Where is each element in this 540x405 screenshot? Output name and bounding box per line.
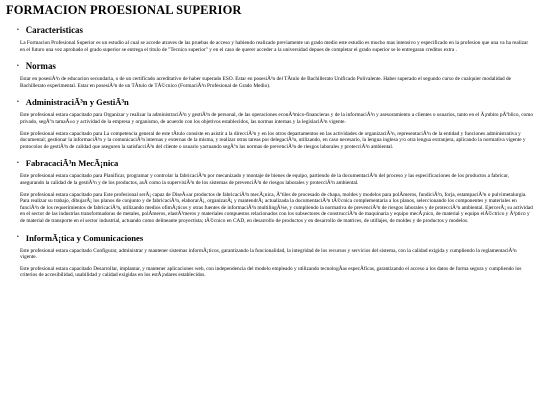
section-caracteristicas — [6, 25, 534, 53]
section-normas — [6, 61, 534, 89]
section-title: AdministraciÃ³n y GestiÃ³n — [25, 97, 129, 108]
section-paragraph: Este profesional estara capacitado para Este profesional serÃ¡ capaz de DiseÃ±ar productos de fabricaciÃ³n mecÃ¡nica, Ãºtiles de procesado de chapa, moldes y modelos para polÃmeros, fundiciÃ³n, forja, estampaciÃ³n o pulvimetalurgia. Para realizar su trabajo, dibujarÃ¡ los planos de conjunto y de fabricaciÃ³n, elaborarÃ¡, organizarÃ¡ y mantendrÃ¡ actualizada la documentaciÃ³n tÃ©cnica complementaria a los planos, seleccionando los componentes y materiales en funciÃ³n de los requerimientos de fabricaciÃ³n, utilizando medios ofimÃ¡ticos y otras fuentes de informaciÃ³n multilingÃ¼e, y cumpliendo la normativa de prevenciÃ³n de riesgos laborales y de protecciÃ³n ambiental. EjercerÃ¡ su actividad en el sector de las industrias transformadoras de metales, polÃmeros, elastÃ³meros y materiales compuestos relacionados con los subsectores de construcciÃ³n de maquinaria y equipo mecÃ¡nico, de material y equipo elÃ©ctrico y Ã³ptico y de material de transporte en el sector industrial, actuando como delineante proyectista; tÃ©cnico en CAD, en desarrollo de productos y en desarrollo de matrices, de utillajes, de moldes y de productos y modelos. — [20, 191, 533, 224]
section-fabricacion-mecanica — [6, 158, 534, 224]
section-title: InformÃ¡tica y Comunicaciones — [25, 232, 144, 243]
section-paragraph: Este profesional estara capacitado para La competencia general de este tÃtulo consiste en asistir a la direcciÃ³n y en los otros departamentos en las actividades de organizaciÃ³n, representaciÃ³n de la entidad y funciones administrativa y documental; gestionar la informaciÃ³n y la comunicaciÃ³n internas y externas de la misma, y realizar otras tareas por delegaciÃ³n, utilizando, en caso necesario, la lengua inglesa y/o otra lengua extranjera, aplicando la normativa vigente y protocolos de gestiÃ³n de calidad que aseguren la satisfacciÃ³n del cliente o usuario yactuando segÃºn las normas de prevenciÃ³n de riesgos laborales y protecciÃ³n ambiental. — [20, 130, 526, 150]
section-paragraph: Este profesional estara capacitado para Organizar y realizar la administraciÃ³n y gestiÃ³n de personal, de las operaciones econÃ³mico-financieras y de la informaciÃ³n y asesoramiento a clientes o usuarios, tanto en el Ã¡mbito pÃºblico, como privado, segÃºn tamaÃ±o y actividad de la empresa y organismo, de acuerdo con los objetivos establecidos, las normas internas y la legislaciÃ³n vigente. — [20, 112, 533, 125]
section-paragraph: Este profesional estara capacitado Configurar, administrar y mantener sistemas informÃ¡ticos, garantizando la funcionalidad, la integridad de los recursos y servicios del sistema, con la calidad exigida y cumpliendo la reglamentaciÃ³n vigente. — [20, 247, 517, 261]
section-title: FabracaciÃ³n MecÃ¡nica — [25, 158, 119, 169]
page-title: FORMACION PROESIONAL SUPERIOR — [6, 3, 242, 17]
section-title: Caracteristicas — [25, 25, 83, 35]
section-informatica — [6, 233, 534, 279]
bullet-icon: • — [17, 99, 19, 105]
section-heading — [6, 61, 534, 71]
section-paragraph: Este profesional estara capacitado Desarrollar, implantar, y mantener aplicaciones web, con independencia del modelo empleado y utilizando tecnologÃas especÃficas, garantizando el acceso a los datos de forma segura y cumpliendo los criterios de accesibilidad, usabilidad y calidad exigidas en los estÃ¡ndares establecidos. — [20, 265, 522, 279]
section-heading — [6, 158, 534, 168]
section-heading — [6, 233, 534, 243]
bullet-icon: • — [17, 63, 19, 69]
section-paragraph: Este profesional estara capacitado para Planificar, programar y controlar la fabricaciÃ³n por mecanizado y montaje de bienes de equipo, partiendo de la documentaciÃ³n del proceso y las especificaciones de los productos a fabricar, asegurando la calidad de la gestiÃ³n y de los productos, asÃ como la supervisiÃ³n de los sistemas de prevenciÃ³n de riesgos laborales y protecciÃ³n ambiental. — [20, 173, 509, 186]
section-paragraph: La Formacion Profesional Superior es un estudio al cual se accede atraves de las pruebas de acceso y habiendo realizado previamente un grado medio este estudio es mucho mas intensivo y especificado en la profesion que una va ha realizar en el futuro una vez aprobado el grado superior se entrega el titulo de "Tecnico superior" y en el caso de querer acceder a la universidad depues de completar el grado superior se le entregaran creditos extra . — [20, 40, 529, 53]
section-administracion — [6, 97, 534, 150]
section-paragraph: Estar en posesiÃ³n de educacion secundaria, o de un certificado acreditativo de haber superado ESO. Estar en posesiÃ³n del TÃtulo de Bachillerato Unificado Polivalente. Haber superado el segundo curso de cualquier modalidad de Bachillerato experimental. Estar en posesiÃ³n de un TÃtulo de TÃ©cnico (FormaciÃ³n Profesional de Grado Medio). — [20, 76, 511, 89]
bullet-icon: • — [17, 160, 19, 166]
section-title: Normas — [25, 61, 56, 72]
bullet-icon: • — [17, 235, 19, 240]
section-heading — [6, 25, 534, 35]
bullet-icon: • — [17, 27, 19, 33]
section-heading — [6, 97, 534, 107]
